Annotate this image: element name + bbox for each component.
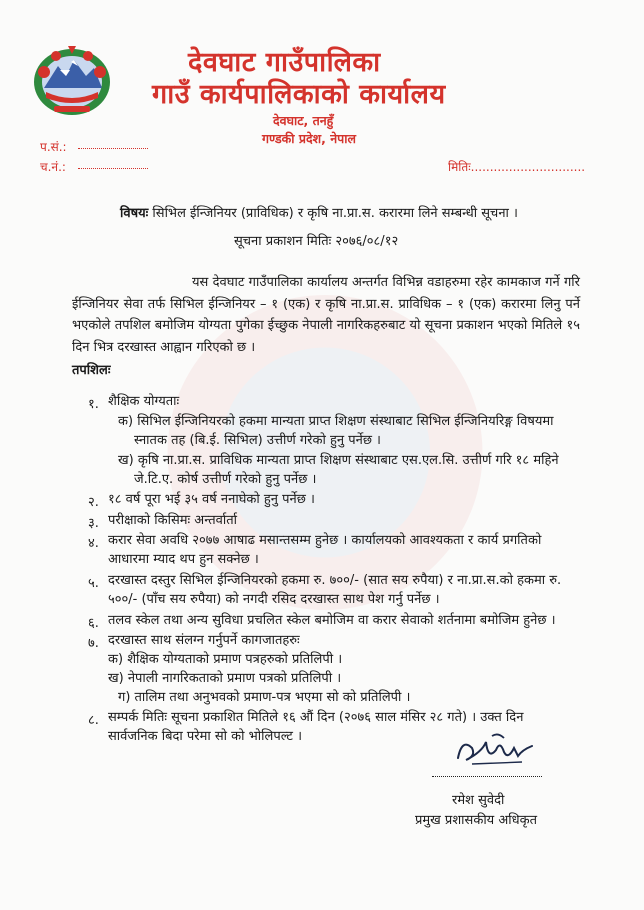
- date-label: मितिः..............................: [448, 160, 586, 174]
- item-number-8: ८.: [88, 713, 99, 728]
- address-line2: गण्डकी प्रदेश, नेपाल: [262, 131, 356, 146]
- item-4-text: करार सेवा अवधि २०७७ आषाढ मसान्तसम्म हुनेछ । कार्यालयको आवश्यकता र कार्य प्रगतिको: [108, 533, 542, 548]
- item-1a-text: क) सिभिल ईन्जिनियरको हकमा मान्यता प्राप्त शिक्षण संस्थाबाट सिभिल ईन्जिनियरिङ्ग विषयमा: [118, 414, 554, 429]
- item-2-text: १८ वर्ष पूरा भई ३५ वर्ष ननाघेको हुनु पर्नेछ ।: [108, 492, 315, 507]
- signatory-designation: प्रमुख प्रशासकीय अधिकृत: [415, 813, 538, 828]
- subject-label: विषयः: [120, 206, 149, 221]
- item-3-text: परीक्षाको किसिमः अन्तर्वार्ता: [108, 513, 237, 528]
- item-8-text-cont: सार्वजनिक बिदा परेमा सो को भोलिपल्ट ।: [108, 729, 303, 744]
- item-7a-text: क) शैक्षिक योग्यताको प्रमाण पत्रहरुको प्रतिलिपी ।: [108, 652, 343, 667]
- item-8-text: सम्पर्क मितिः सूचना प्रकाशित मितिले १६ औं दिन (२०७६ साल मंसिर २८ गते) । उक्त दिन: [108, 710, 524, 725]
- address-line1: देवघाट, तनहुँ: [273, 113, 334, 128]
- signatory-name: रमेश सुवेदी: [452, 793, 505, 808]
- item-6-text: तलव स्केल तथा अन्य सुविधा प्रचलित स्केल बमोजिम वा करार सेवाको शर्तनामा बमोजिम हुनेछ ।: [108, 613, 556, 628]
- dispatch-number-label: च.नं.:: [40, 160, 66, 174]
- publish-date: सूचना प्रकाशन मितिः २०७६/०८/१२: [234, 234, 399, 249]
- nepal-emblem-icon: [30, 42, 114, 118]
- intro-paragraph: [72, 272, 580, 358]
- item-7b-text: ख) नेपाली नागरिकताको प्रमाण पत्रको प्रतिलिपी ।: [108, 671, 342, 686]
- item-5-text: दरखास्त दस्तुर सिभिल ईन्जिनियरको हकमा रु. ७००/- (सात सय रुपैया) र ना.प्रा.स.को हकमा रु.: [108, 573, 562, 588]
- details-heading: तपशिलः: [72, 363, 111, 378]
- signature-scribble-icon: [452, 730, 538, 770]
- item-4-text-cont: आधारमा म्याद थप हुन सक्नेछ ।: [108, 552, 259, 567]
- item-7c-text: ग) तालिम तथा अनुभवको प्रमाण-पत्र भएमा सो को प्रतिलिपी ।: [118, 690, 411, 705]
- item-number-2: २.: [88, 495, 99, 510]
- item-7-text: दरखास्त साथ संलग्न गर्नुपर्ने कागजातहरुः: [108, 633, 300, 648]
- item-1-text: शैक्षिक योग्यताः: [108, 394, 180, 409]
- item-number-4: ४.: [88, 536, 99, 551]
- subject-text: सिभिल ईन्जिनियर (प्राविधिक) र कृषि ना.प्रा.स. करारमा लिने सम्बन्धी सूचना ।: [148, 206, 518, 221]
- item-number-5: ५.: [88, 576, 99, 591]
- item-1b-text-cont: जे.टि.ए. कोर्ष उत्तीर्ण गरेको हुनु पर्नेछ ।: [134, 472, 317, 487]
- item-1a-text-cont: स्नातक तह (बि.ई. सिभिल) उत्तीर्ण गरेको हुनु पर्नेछ ।: [134, 433, 381, 448]
- intro-text: यस देवघाट गाउँपालिका कार्यालय अन्तर्गत विभिन्न वडाहरुमा रहेर कामकाज गर्ने गरि ईन्जिनियर सेवा तर्फ सिभिल ईन्जिनियर – १ (एक) र कृषि ना.प्रा.स. प्राविधिक – १ (एक) करारमा लिनु पर्ने भएकोले तपशिल बमोजिम योग्यता पुगेका ईच्छुक नेपाली नागरिकहरुबाट यो सूचना प्रकाशन भएको मितिले १५ दिन भित्र दरखास्त आह्वान गरिएको छ ।: [72, 275, 580, 355]
- ref-number-line: [78, 148, 148, 149]
- notice-subject: [120, 203, 518, 221]
- ref-number-label: प.सं.:: [40, 140, 67, 154]
- item-5-text-cont: ५००/- (पाँच सय रुपैया) को नगदी रसिद दरखास्त साथ पेश गर्नु पर्नेछ ।: [108, 592, 440, 607]
- item-1b-text: ख) कृषि ना.प्रा.स. प्राविधिक मान्यता प्राप्त शिक्षण संस्थाबाट एस.एल.सि. उत्तीर्ण गरि १८ महिने: [118, 453, 559, 468]
- office-name-line1: देवघाट गाउँपालिका: [188, 47, 381, 78]
- office-name-line2: गाउँ कार्यपालिकाको कार्यालय: [152, 79, 446, 110]
- item-number-6: ६.: [88, 616, 99, 631]
- item-number-1: १.: [88, 397, 99, 412]
- item-number-7: ७.: [88, 636, 99, 651]
- item-number-3: ३.: [88, 516, 99, 531]
- signature-line: [432, 776, 542, 777]
- dispatch-number-line: [78, 168, 148, 169]
